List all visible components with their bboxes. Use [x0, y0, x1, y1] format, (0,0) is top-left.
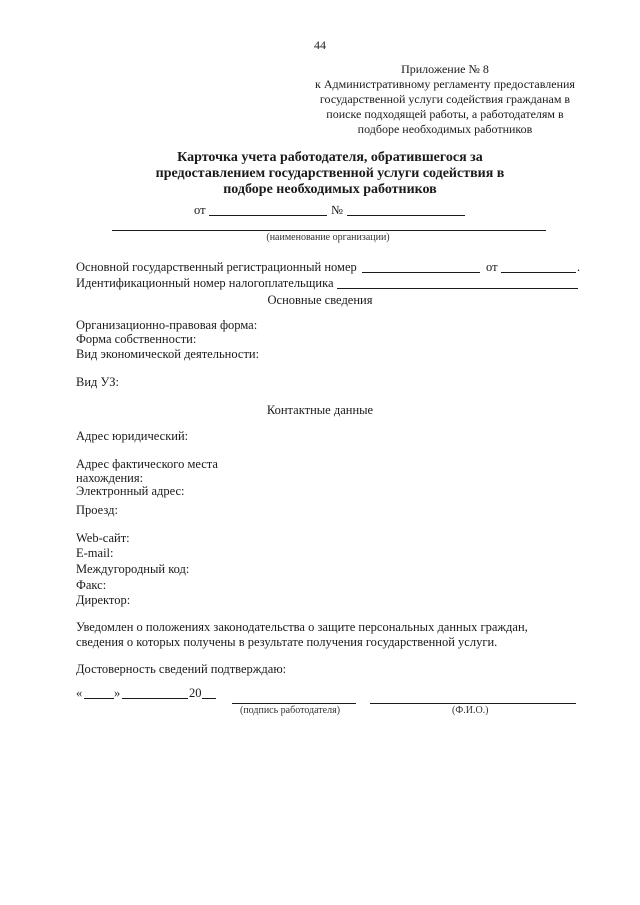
activity-label: Вид экономической деятельности:: [76, 347, 260, 361]
number-label: №: [331, 203, 343, 217]
name-field[interactable]: [370, 703, 576, 704]
confirmation-label: Достоверность сведений подтверждаю:: [76, 662, 287, 676]
ogrn-field[interactable]: [362, 272, 480, 273]
page-number: 44: [314, 38, 326, 52]
signature-field[interactable]: [232, 703, 356, 704]
ogrn-label: Основной государственный регистрационный номер: [76, 260, 357, 274]
ogrn-from-label: от: [486, 260, 498, 274]
name-caption: (Ф.И.О.): [452, 705, 489, 716]
organization-caption: (наименование организации): [266, 232, 390, 243]
annex-text-line: к Административному регламенту предоставления: [315, 77, 575, 91]
annex-text-line: государственной услуги содействия гражданам в: [319, 92, 571, 106]
website-label: Web-сайт:: [76, 531, 130, 545]
basic-section-heading: Основные сведения: [267, 293, 373, 307]
signature-day-field[interactable]: [84, 698, 114, 699]
annex-number: Приложение № 8: [401, 62, 489, 76]
ogrn-date-field[interactable]: [501, 272, 576, 273]
actual-address-label: Адрес фактического места: [76, 457, 218, 471]
ownership-label: Форма собственности:: [76, 332, 197, 346]
date-open-quote: «: [76, 686, 83, 700]
signature-year-field[interactable]: [202, 698, 216, 699]
legal-form-label: Организационно-правовая форма:: [76, 318, 258, 332]
ogrn-period: .: [577, 260, 581, 274]
annex-header: [300, 62, 590, 137]
contacts-section-heading: Контактные данные: [266, 403, 374, 417]
consent-line: сведения о которых получены в результате получения государственной услуги.: [76, 635, 498, 649]
vid-uz-label: Вид УЗ:: [76, 375, 119, 389]
fax-label: Факс:: [76, 578, 107, 592]
legal-address-label: Адрес юридический:: [76, 429, 189, 443]
signature-caption: (подпись работодателя): [240, 705, 341, 716]
annex-text-line: поиске подходящей работы, а работодателям в: [326, 107, 564, 121]
email-address-label: Электронный адрес:: [76, 484, 185, 498]
consent-line: Уведомлен о положениях законодательства о защите персональных данных граждан,: [76, 620, 528, 634]
email-label: E-mail:: [76, 546, 114, 560]
actual-address-label-cont: нахождения:: [76, 471, 144, 485]
date-close-quote: »: [114, 686, 121, 700]
document-title: Карточка учета работодателя, обратившегося за предоставлением государственной услуги содействия в подборе необходимых работников: [155, 150, 505, 197]
director-label: Директор:: [76, 593, 131, 607]
inn-field[interactable]: [337, 288, 578, 289]
date-field[interactable]: [209, 215, 327, 216]
number-field[interactable]: [347, 215, 465, 216]
intercity-code-label: Междугородный код:: [76, 562, 190, 576]
annex-text-line: подборе необходимых работников: [357, 122, 533, 136]
directions-label: Проезд:: [76, 503, 118, 517]
inn-label: Идентификационный номер налогоплательщика: [76, 276, 334, 290]
year-prefix: 20: [189, 686, 202, 700]
date-from-label: от: [194, 203, 206, 217]
signature-month-field[interactable]: [122, 698, 188, 699]
organization-name-field[interactable]: [112, 230, 546, 231]
